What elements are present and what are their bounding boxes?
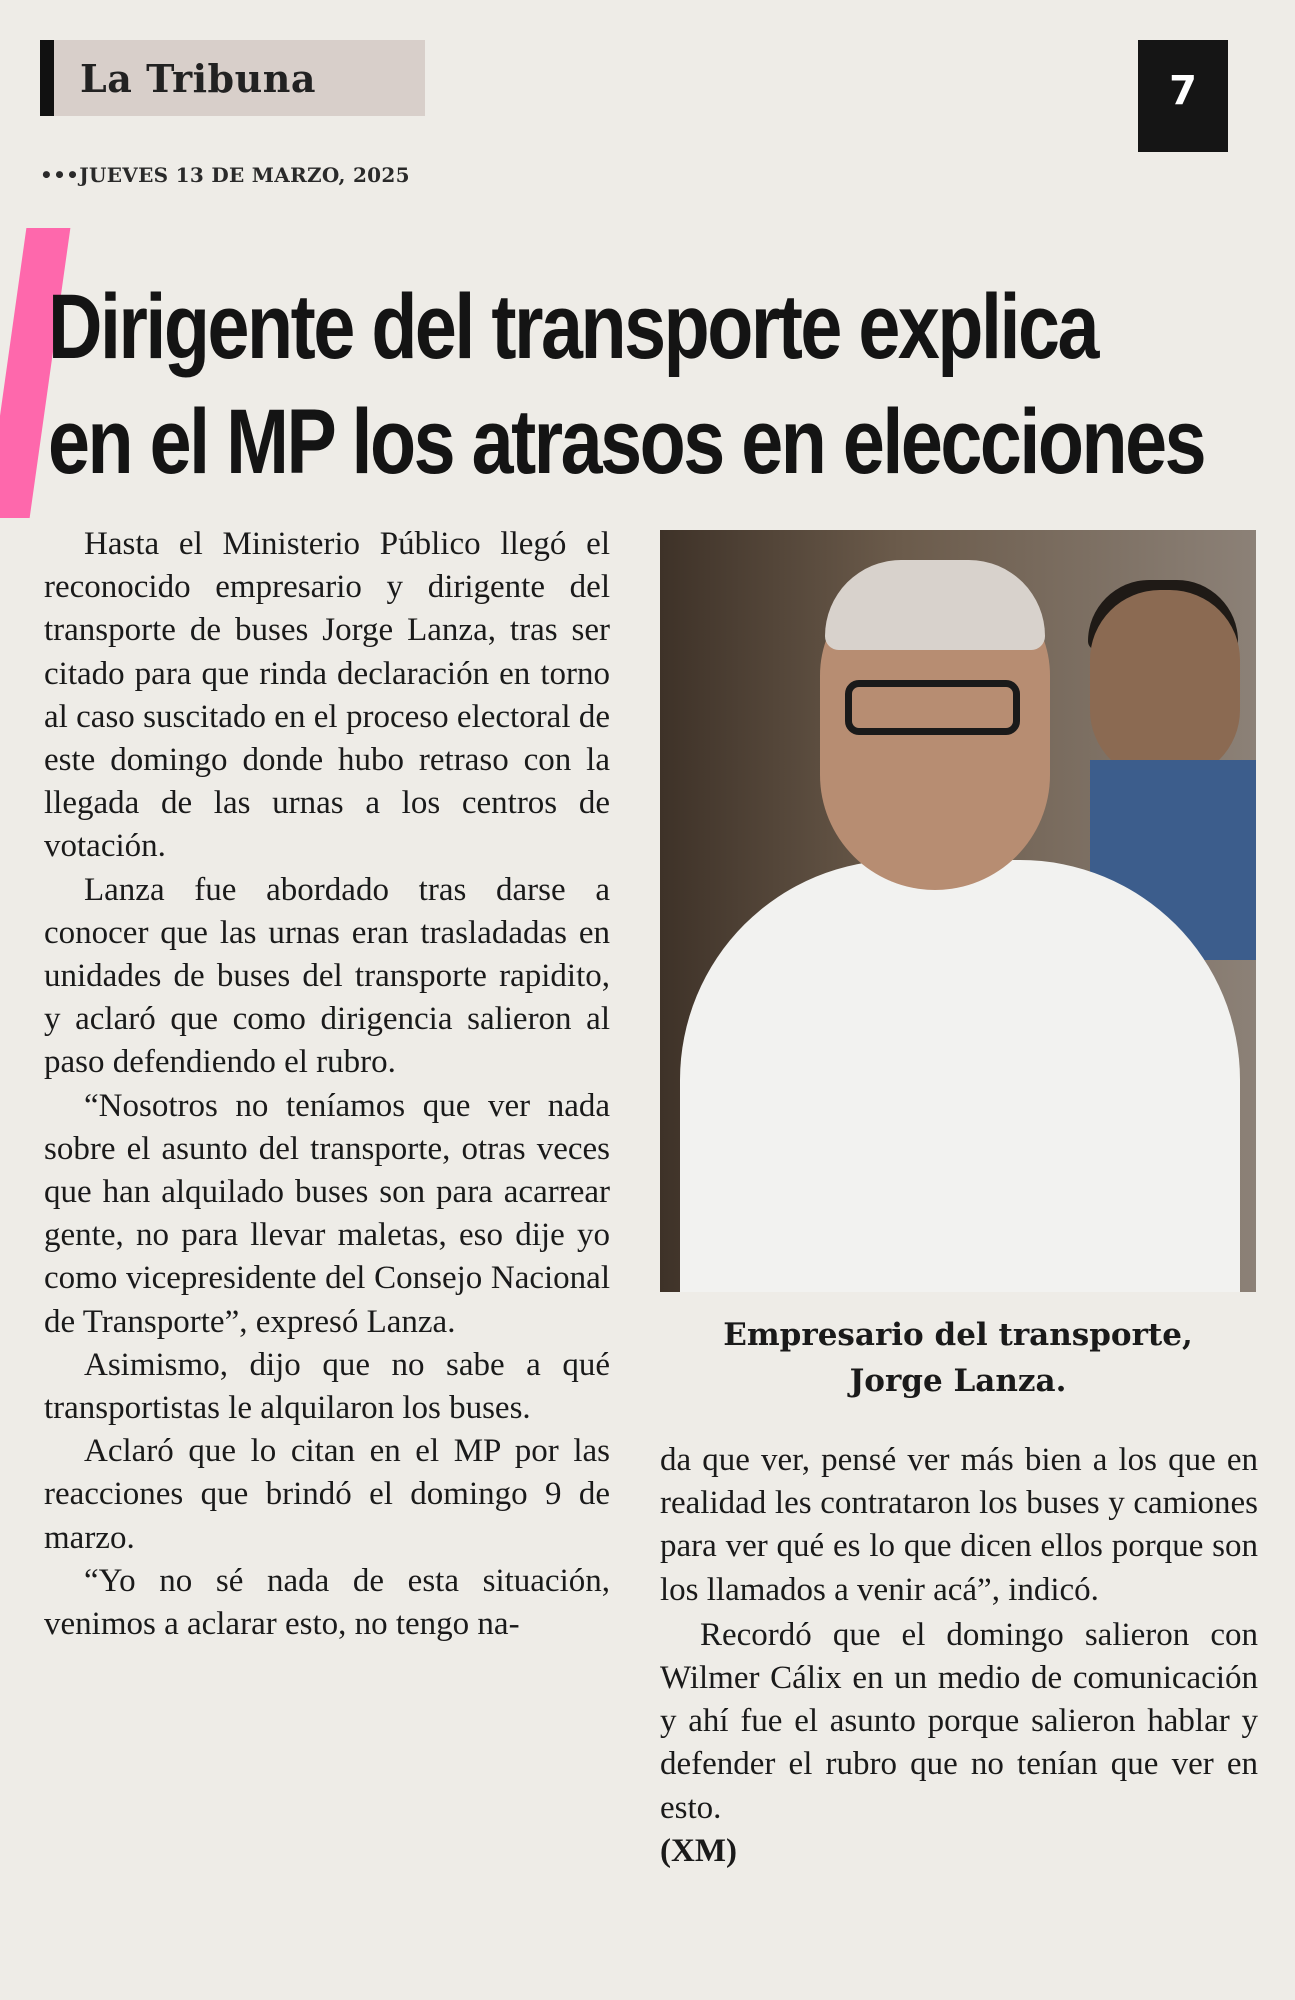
white-shirt bbox=[680, 860, 1240, 1292]
subject-hair bbox=[825, 560, 1045, 650]
background-person bbox=[1090, 590, 1240, 780]
dateline: •••JUEVES 13 DE MARZO, 2025 bbox=[40, 163, 410, 187]
paragraph: “Nosotros no teníamos que ver nada sobre el asunto del transporte, otras veces que han alquilado buses son para acarrear gente, no para llevar maletas, eso dije yo como vicepresidente del Consejo Nacional de Transporte”, expresó Lanza. bbox=[44, 1087, 610, 1340]
paragraph: Asimismo, dijo que no sabe a qué transportistas le alquilaron los buses. bbox=[44, 1346, 610, 1427]
headline-line-2: en el MP los atrasos en elecciones bbox=[48, 391, 1205, 493]
paragraph-text: Recordó que el domingo salieron con Wilmer Cálix en un medio de comunicación y ahí fue el asunto porque salieron hablar y defender el rubro que no tenían que ver en esto. bbox=[660, 1616, 1258, 1826]
paragraph: Lanza fue abordado tras darse a conocer que las urnas eran trasladadas en unidades de buses del transporte rapidito, y aclaró que como dirigencia salieron al paso defendiendo el rubro. bbox=[44, 871, 610, 1081]
paragraph bbox=[660, 1614, 1258, 1873]
newspaper-name: La Tribuna bbox=[80, 56, 316, 101]
paragraph-continuation: da que ver, pensé ver más bien a los que en realidad les contrataron los buses y camiones para ver qué es lo que dicen ellos porque son los llamados a venir acá”, indicó. bbox=[660, 1442, 1258, 1608]
caption-line-1: Empresario del transporte, bbox=[723, 1317, 1193, 1353]
article-column-right bbox=[660, 1437, 1258, 1873]
page-number: 7 bbox=[1169, 68, 1197, 114]
paragraph: “Yo no sé nada de esta situación, venimos a aclarar esto, no tengo na- bbox=[44, 1562, 610, 1643]
byline: (XM) bbox=[660, 1832, 737, 1869]
paragraph: Hasta el Ministerio Público llegó el reconocido empresario y dirigente del transporte de buses Jorge Lanza, tras ser citado para que rinda declaración en torno al caso suscitado en el proceso electoral de este domingo donde hubo retraso con la llegada de las urnas a los centros de votación. bbox=[44, 526, 610, 865]
masthead-stripe bbox=[40, 40, 54, 116]
caption-line-2: Jorge Lanza. bbox=[849, 1363, 1067, 1399]
photo-caption bbox=[660, 1312, 1256, 1404]
glasses bbox=[845, 680, 1020, 735]
article-photo bbox=[660, 530, 1256, 1292]
article-column-left bbox=[44, 523, 610, 1646]
headline-line-1: Dirigente del transporte explica bbox=[48, 276, 1098, 378]
masthead bbox=[40, 40, 425, 116]
headline bbox=[48, 270, 1273, 500]
paragraph: Aclaró que lo citan en el MP por las reacciones que brindó el domingo 9 de marzo. bbox=[44, 1433, 610, 1556]
page-number-box bbox=[1138, 40, 1228, 152]
